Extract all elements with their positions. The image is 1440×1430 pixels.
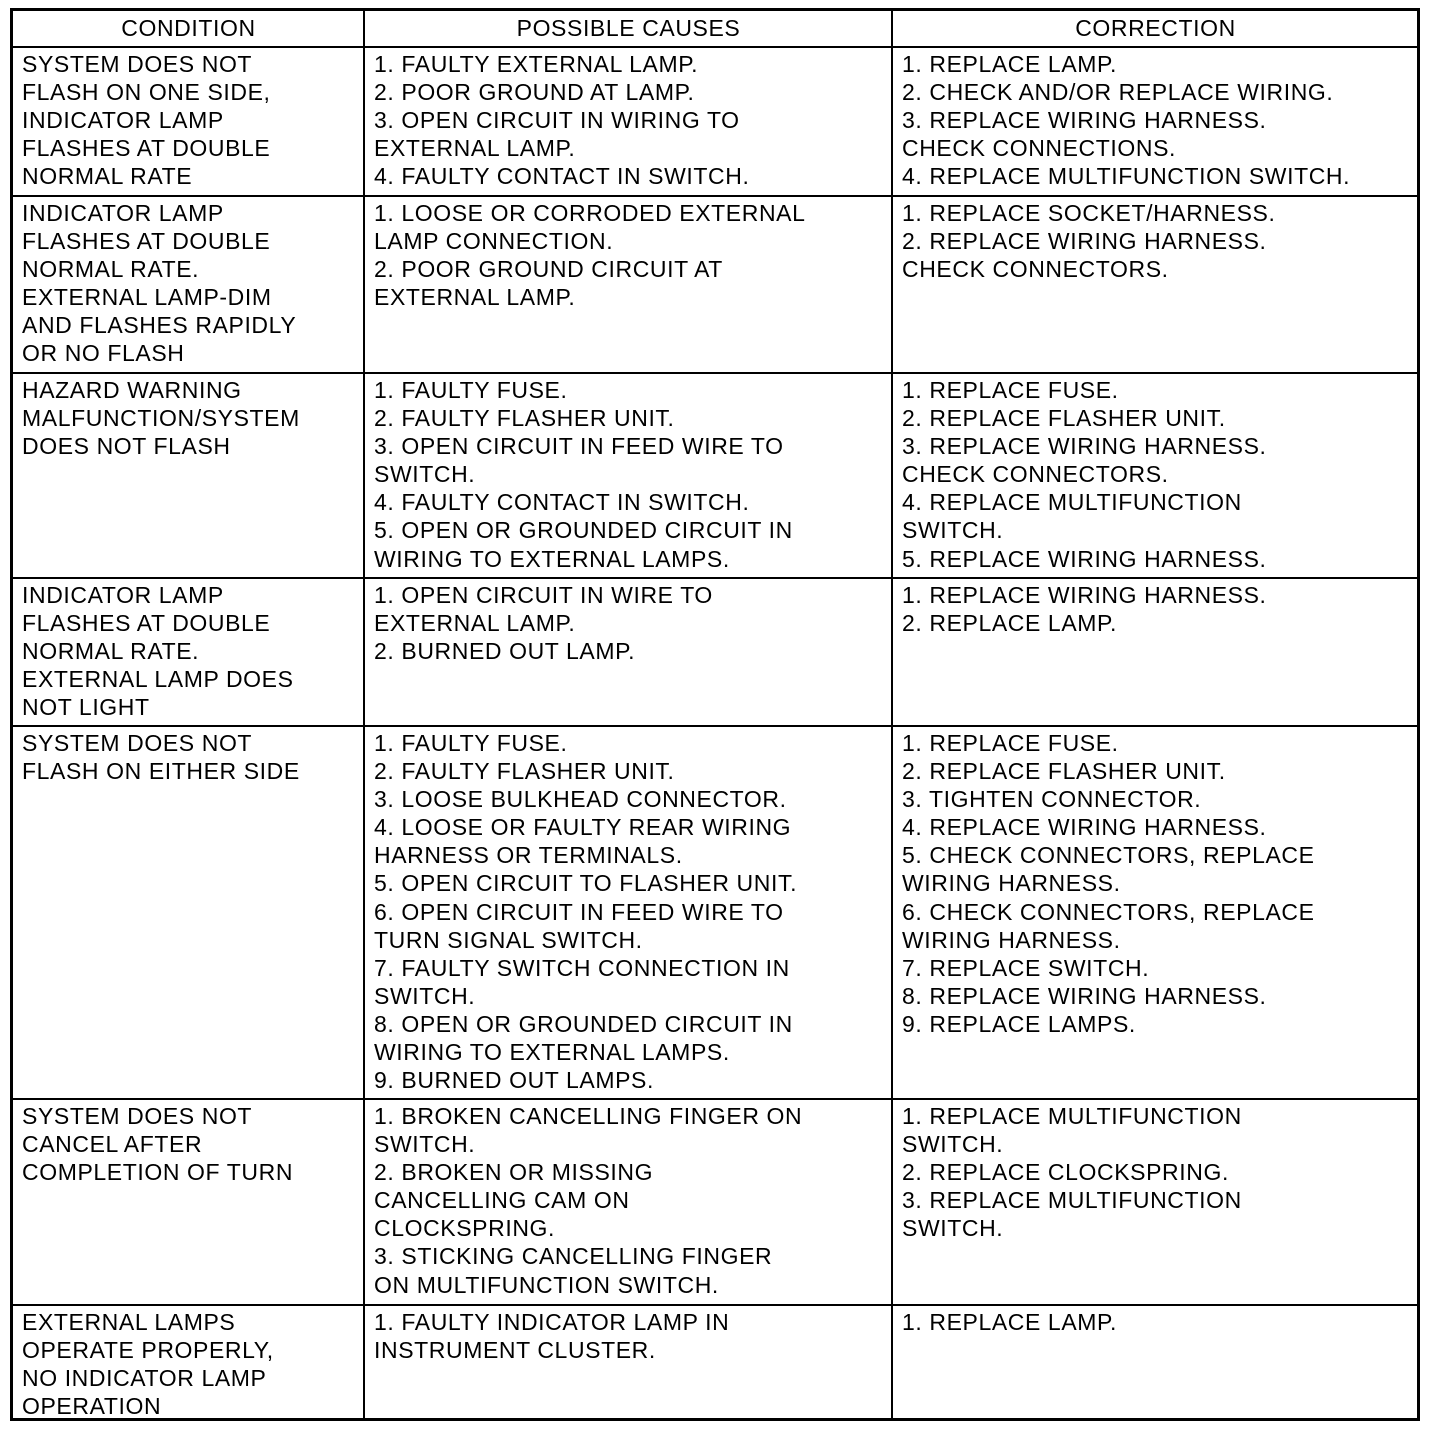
cell-text-line: 4. REPLACE MULTIFUNCTION SWITCH. xyxy=(902,163,1351,190)
cell-text-line: CHECK CONNECTORS. xyxy=(902,461,1169,488)
condition-cell xyxy=(13,1306,365,1418)
cell-text-line: 8. OPEN OR GROUNDED CIRCUIT IN xyxy=(374,1010,793,1037)
possible-causes-cell xyxy=(365,727,893,1100)
cell-text-line: CHECK CONNECTORS. xyxy=(902,256,1169,283)
cell-text-line: 4. FAULTY CONTACT IN SWITCH. xyxy=(374,489,750,516)
cell-text-line: 2. POOR GROUND AT LAMP. xyxy=(374,79,695,106)
cell-text-line: 2. REPLACE WIRING HARNESS. xyxy=(902,228,1267,255)
cell-text-line: 1. BROKEN CANCELLING FINGER ON xyxy=(374,1103,803,1129)
cell-text-line: TURN SIGNAL SWITCH. xyxy=(374,926,643,953)
cell-text-line: 5. OPEN OR GROUNDED CIRCUIT IN xyxy=(374,517,793,544)
cell-text-line: CANCEL AFTER xyxy=(22,1131,203,1158)
cell-text-line: 1. REPLACE LAMP. xyxy=(902,1309,1117,1335)
cell-text-line: SWITCH. xyxy=(374,461,476,488)
cell-text-line: HARNESS OR TERMINALS. xyxy=(374,842,683,869)
cell-text-line: 1. FAULTY FUSE. xyxy=(374,377,568,403)
cell-text-line: 3. REPLACE WIRING HARNESS. xyxy=(902,433,1267,460)
cell-text-line: EXTERNAL LAMP. xyxy=(374,135,576,162)
cell-text-line: 1. REPLACE MULTIFUNCTION xyxy=(902,1103,1242,1129)
cell-text-line: 4. LOOSE OR FAULTY REAR WIRING xyxy=(374,814,792,841)
correction-cell xyxy=(893,48,1417,197)
cell-text-line: SWITCH. xyxy=(902,517,1004,544)
cell-text-line: OPERATION xyxy=(22,1393,162,1418)
cell-text-line: 4. FAULTY CONTACT IN SWITCH. xyxy=(374,163,750,190)
cell-text-line: 3. OPEN CIRCUIT IN FEED WIRE TO xyxy=(374,433,784,460)
cell-text-line: 9. REPLACE LAMPS. xyxy=(902,1010,1136,1037)
cell-text-line: INDICATOR LAMP xyxy=(22,200,224,226)
cell-text-line: 1. OPEN CIRCUIT IN WIRE TO xyxy=(374,582,713,608)
cell-text-line: 2. REPLACE LAMP. xyxy=(902,610,1117,637)
cell-text-line: SYSTEM DOES NOT xyxy=(22,1103,253,1129)
cell-text-line: 2. BROKEN OR MISSING xyxy=(374,1159,654,1186)
cell-text-line: 3. REPLACE MULTIFUNCTION xyxy=(902,1187,1242,1214)
cell-text-line: NOT LIGHT xyxy=(22,694,150,721)
cell-text-line: 2. POOR GROUND CIRCUIT AT xyxy=(374,256,723,283)
cell-text-line: 4. REPLACE MULTIFUNCTION xyxy=(902,489,1242,516)
cell-text-line: INSTRUMENT CLUSTER. xyxy=(374,1337,656,1364)
cell-text-line: 6. OPEN CIRCUIT IN FEED WIRE TO xyxy=(374,898,784,925)
possible-causes-cell xyxy=(365,48,893,197)
cell-text-line: INDICATOR LAMP xyxy=(22,107,224,134)
cell-text-line: WIRING HARNESS. xyxy=(902,870,1121,897)
cell-text-line: SWITCH. xyxy=(374,1131,476,1158)
condition-cell xyxy=(13,197,365,374)
cell-text-line: 6. CHECK CONNECTORS, REPLACE xyxy=(902,898,1315,925)
troubleshooting-table xyxy=(10,8,1420,1421)
cell-text-line: OR NO FLASH xyxy=(22,340,185,367)
cell-text-line: 1. REPLACE FUSE. xyxy=(902,377,1119,403)
cell-text-line: COMPLETION OF TURN xyxy=(22,1159,294,1186)
cell-text-line: 5. OPEN CIRCUIT TO FLASHER UNIT. xyxy=(374,870,798,897)
cell-text-line: AND FLASHES RAPIDLY xyxy=(22,312,297,339)
cell-text-line: WIRING TO EXTERNAL LAMPS. xyxy=(374,1039,730,1066)
cell-text-line: 7. REPLACE SWITCH. xyxy=(902,954,1150,981)
cell-text-line: 5. CHECK CONNECTORS, REPLACE xyxy=(902,842,1315,869)
condition-cell xyxy=(13,374,365,579)
cell-text-line: 1. FAULTY EXTERNAL LAMP. xyxy=(374,51,699,77)
cell-text-line: 1. REPLACE FUSE. xyxy=(902,730,1119,756)
cell-text-line: SWITCH. xyxy=(902,1215,1004,1242)
cell-text-line: WIRING TO EXTERNAL LAMPS. xyxy=(374,545,730,572)
cell-text-line: NORMAL RATE. xyxy=(22,256,200,283)
cell-text-line: SWITCH. xyxy=(374,982,476,1009)
cell-text-line: 3. LOOSE BULKHEAD CONNECTOR. xyxy=(374,786,787,813)
cell-text-line: SWITCH. xyxy=(902,1131,1004,1158)
cell-text-line: EXTERNAL LAMP. xyxy=(374,284,576,311)
cell-text-line: 1. LOOSE OR CORRODED EXTERNAL xyxy=(374,200,806,226)
cell-text-line: 4. REPLACE WIRING HARNESS. xyxy=(902,814,1267,841)
cell-text-line: 1. REPLACE WIRING HARNESS. xyxy=(902,582,1267,608)
cell-text-line: 2. CHECK AND/OR REPLACE WIRING. xyxy=(902,79,1334,106)
correction-cell xyxy=(893,374,1417,579)
cell-text-line: 1. FAULTY FUSE. xyxy=(374,730,568,756)
cell-text-line: FLASHES AT DOUBLE xyxy=(22,135,271,162)
cell-text-line: EXTERNAL LAMP. xyxy=(374,610,576,637)
possible-causes-cell xyxy=(365,197,893,374)
cell-text-line: EXTERNAL LAMP-DIM xyxy=(22,284,272,311)
cell-text-line: 2. FAULTY FLASHER UNIT. xyxy=(374,758,675,785)
cell-text-line: 3. REPLACE WIRING HARNESS. xyxy=(902,107,1267,134)
cell-text-line: OPERATE PROPERLY, xyxy=(22,1337,274,1364)
cell-text-line: CHECK CONNECTIONS. xyxy=(902,135,1177,162)
cell-text-line: CANCELLING CAM ON xyxy=(374,1187,630,1214)
correction-cell xyxy=(893,1100,1417,1306)
cell-text-line: 3. STICKING CANCELLING FINGER xyxy=(374,1243,773,1270)
condition-cell xyxy=(13,48,365,197)
cell-text-line: DOES NOT FLASH xyxy=(22,433,231,460)
cell-text-line: FLASHES AT DOUBLE xyxy=(22,228,271,255)
cell-text-line: LAMP CONNECTION. xyxy=(374,228,614,255)
correction-cell xyxy=(893,1306,1417,1418)
header-condition: CONDITION xyxy=(13,11,365,48)
header-possible-causes: POSSIBLE CAUSES xyxy=(365,11,893,48)
cell-text-line: EXTERNAL LAMPS xyxy=(22,1309,236,1335)
cell-text-line: 3. OPEN CIRCUIT IN WIRING TO xyxy=(374,107,740,134)
cell-text-line: CLOCKSPRING. xyxy=(374,1215,556,1242)
cell-text-line: 1. REPLACE LAMP. xyxy=(902,51,1117,77)
header-correction: CORRECTION xyxy=(893,11,1417,48)
cell-text-line: SYSTEM DOES NOT xyxy=(22,730,253,756)
condition-cell xyxy=(13,579,365,727)
cell-text-line: EXTERNAL LAMP DOES xyxy=(22,666,294,693)
possible-causes-cell xyxy=(365,1100,893,1306)
cell-text-line: 9. BURNED OUT LAMPS. xyxy=(374,1067,654,1094)
cell-text-line: HAZARD WARNING xyxy=(22,377,242,403)
cell-text-line: 8. REPLACE WIRING HARNESS. xyxy=(902,982,1267,1009)
cell-text-line: 2. BURNED OUT LAMP. xyxy=(374,638,636,665)
cell-text-line: 2. FAULTY FLASHER UNIT. xyxy=(374,405,675,432)
cell-text-line: NORMAL RATE xyxy=(22,163,193,190)
cell-text-line: FLASHES AT DOUBLE xyxy=(22,610,271,637)
cell-text-line: 2. REPLACE FLASHER UNIT. xyxy=(902,758,1226,785)
possible-causes-cell xyxy=(365,1306,893,1418)
cell-text-line: NO INDICATOR LAMP xyxy=(22,1365,267,1392)
correction-cell xyxy=(893,197,1417,374)
cell-text-line: 5. REPLACE WIRING HARNESS. xyxy=(902,545,1267,572)
possible-causes-cell xyxy=(365,374,893,579)
cell-text-line: 2. REPLACE CLOCKSPRING. xyxy=(902,1159,1229,1186)
cell-text-line: WIRING HARNESS. xyxy=(902,926,1121,953)
cell-text-line: FLASH ON ONE SIDE, xyxy=(22,79,271,106)
possible-causes-cell xyxy=(365,579,893,727)
cell-text-line: 3. TIGHTEN CONNECTOR. xyxy=(902,786,1202,813)
cell-text-line: ON MULTIFUNCTION SWITCH. xyxy=(374,1271,719,1298)
cell-text-line: 7. FAULTY SWITCH CONNECTION IN xyxy=(374,954,790,981)
cell-text-line: SYSTEM DOES NOT xyxy=(22,51,253,77)
condition-cell xyxy=(13,1100,365,1306)
correction-cell xyxy=(893,727,1417,1100)
cell-text-line: FLASH ON EITHER SIDE xyxy=(22,758,300,785)
cell-text-line: 1. REPLACE SOCKET/HARNESS. xyxy=(902,200,1276,226)
condition-cell xyxy=(13,727,365,1100)
cell-text-line: INDICATOR LAMP xyxy=(22,582,224,608)
cell-text-line: 1. FAULTY INDICATOR LAMP IN xyxy=(374,1309,730,1335)
cell-text-line: NORMAL RATE. xyxy=(22,638,200,665)
cell-text-line: 2. REPLACE FLASHER UNIT. xyxy=(902,405,1226,432)
correction-cell xyxy=(893,579,1417,727)
cell-text-line: MALFUNCTION/SYSTEM xyxy=(22,405,300,432)
